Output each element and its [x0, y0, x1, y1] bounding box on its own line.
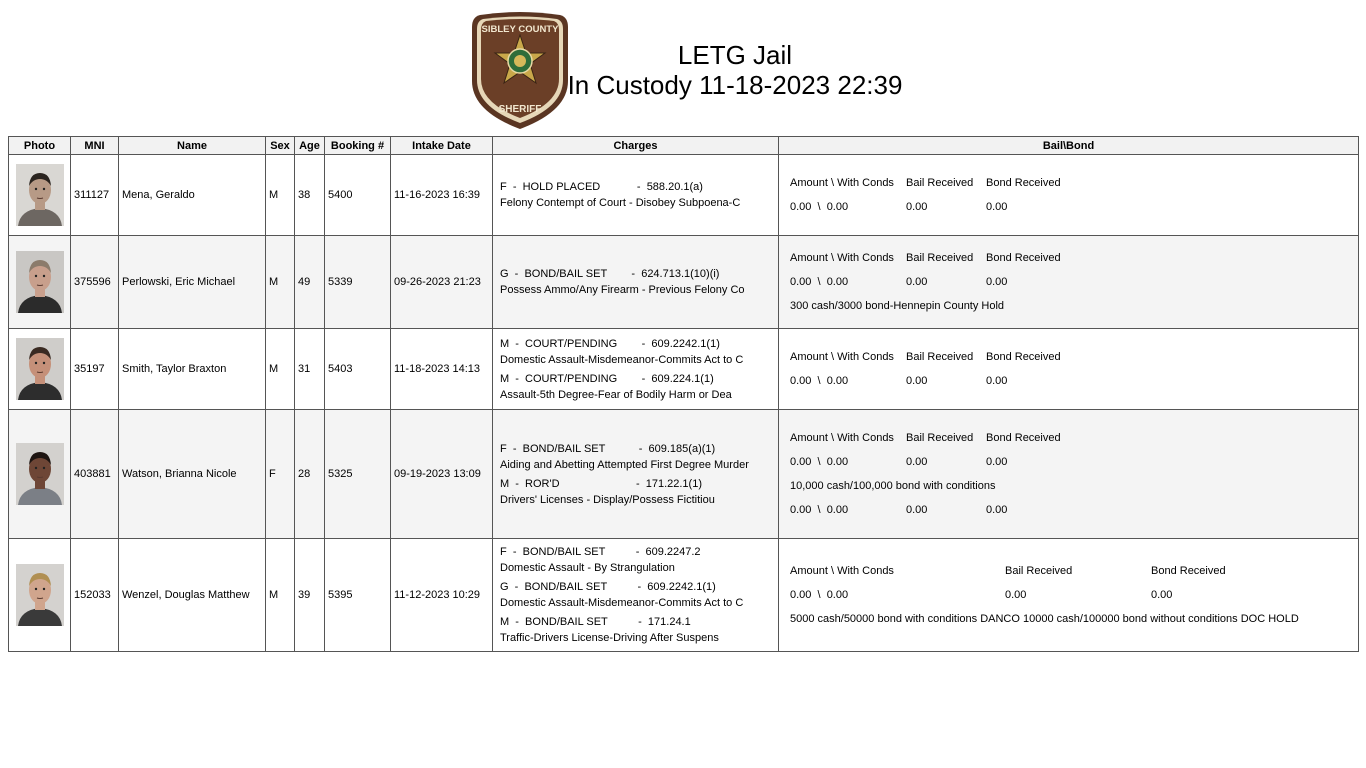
intake-date-cell: 11-16-2023 16:39 [391, 155, 493, 236]
bail-value: Bond Received [986, 432, 1061, 444]
charge-statute-line: F - BOND/BAIL SET - 609.185(a)(1) [500, 442, 716, 455]
charge-entry [500, 579, 771, 611]
bail-header-row [790, 559, 1355, 583]
charge-entry [500, 476, 771, 508]
bail-header-row [790, 426, 1355, 450]
sex-cell: M [266, 539, 295, 652]
mugshot-cell [9, 236, 71, 329]
bail-value: Amount \ With Conds [790, 432, 894, 444]
name-cell: Mena, Geraldo [119, 155, 266, 236]
report-title-block [560, 40, 910, 100]
bail-value: 0.00 \ 0.00 [790, 504, 849, 516]
bail-bond-cell [779, 410, 1359, 539]
intake-date-cell: 09-19-2023 13:09 [391, 410, 493, 539]
booking-number-cell: 5400 [325, 155, 391, 236]
table-row [9, 410, 1359, 539]
bail-value: 0.00 \ 0.00 [790, 276, 849, 288]
bail-value: Bail Received [906, 252, 974, 264]
charge-description: Assault-5th Degree-Fear of Bodily Harm or Dea [500, 388, 732, 401]
age-cell: 31 [295, 329, 325, 410]
col-header-booking: Booking # [325, 137, 391, 155]
age-cell: 28 [295, 410, 325, 539]
col-header-intake-date: Intake Date [391, 137, 493, 155]
age-cell: 49 [295, 236, 325, 329]
mni-cell: 311127 [71, 155, 119, 236]
bail-value: 0.00 [986, 201, 1008, 213]
bail-value: 0.00 [906, 456, 928, 468]
bail-conditions-note: 300 cash/3000 bond-Hennepin County Hold [790, 300, 1005, 312]
charge-statute-line: M - COURT/PENDING - 609.2242.1(1) [500, 337, 720, 350]
intake-date-cell: 09-26-2023 21:23 [391, 236, 493, 329]
charge-entry [500, 614, 771, 646]
booking-number-cell: 5339 [325, 236, 391, 329]
bail-value: Bond Received [1151, 565, 1226, 577]
col-header-mni: MNI [71, 137, 119, 155]
bail-value: 0.00 [906, 201, 928, 213]
bail-value: 0.00 [986, 276, 1008, 288]
charge-entry [500, 544, 771, 576]
table-row [9, 329, 1359, 410]
charge-entry [500, 371, 771, 403]
charge-statute-line: F - HOLD PLACED - 588.20.1(a) [500, 181, 703, 193]
table-row [9, 539, 1359, 652]
mugshot-cell [9, 329, 71, 410]
col-header-name: Name [119, 137, 266, 155]
charges-cell [493, 539, 779, 652]
charge-statute-line: M - COURT/PENDING - 609.224.1(1) [500, 372, 714, 385]
charges-cell [493, 236, 779, 329]
bail-amount-row [790, 498, 1355, 522]
bail-value: Bail Received [1005, 565, 1073, 577]
bail-conditions-note: 5000 cash/50000 bond with conditions DANCO 10000 cash/100000 bond without conditions DOC HOLD [790, 613, 1299, 625]
booking-number-cell: 5325 [325, 410, 391, 539]
agency-title: LETG Jail [677, 40, 793, 70]
intake-date-cell: 11-18-2023 14:13 [391, 329, 493, 410]
bail-value: 0.00 [986, 375, 1008, 387]
charge-entry [500, 336, 771, 368]
bail-bond-cell [779, 236, 1359, 329]
bail-value: 0.00 [906, 276, 928, 288]
bail-value: Bail Received [906, 177, 974, 189]
bail-value: 0.00 \ 0.00 [790, 456, 849, 468]
col-header-charges: Charges [493, 137, 779, 155]
charge-description: Domestic Assault-Misdemeanor-Commits Act to C [500, 597, 744, 609]
bail-header-row [790, 171, 1355, 195]
bail-value: Amount \ With Conds [790, 252, 894, 264]
bail-value: 0.00 [986, 456, 1008, 468]
charge-description: Felony Contempt of Court - Disobey Subpoena-C [500, 197, 741, 209]
inmate-roster-table [8, 136, 1359, 652]
charge-statute-line: M - ROR'D - 171.22.1(1) [500, 477, 702, 490]
col-header-sex: Sex [266, 137, 295, 155]
charges-cell [493, 155, 779, 236]
bail-value: 0.00 [906, 504, 928, 516]
mni-cell: 375596 [71, 236, 119, 329]
bail-value: Bail Received [906, 432, 974, 444]
table-header-row [9, 137, 1359, 155]
badge-bottom-text: SHERIFF [498, 104, 542, 115]
mni-cell: 403881 [71, 410, 119, 539]
charge-entry [500, 441, 771, 473]
charge-statute-line: F - BOND/BAIL SET - 609.2247.2 [500, 546, 701, 558]
sex-cell: M [266, 236, 295, 329]
bail-value: Amount \ With Conds [790, 177, 894, 189]
charge-entry [500, 266, 771, 298]
charge-statute-line: G - BOND/BAIL SET - 609.2242.1(1) [500, 581, 716, 593]
intake-date-cell: 11-12-2023 10:29 [391, 539, 493, 652]
bail-value: Bond Received [986, 252, 1061, 264]
bail-value: 0.00 \ 0.00 [790, 589, 849, 601]
table-row [9, 155, 1359, 236]
name-cell: Wenzel, Douglas Matthew [119, 539, 266, 652]
bail-bond-cell [779, 329, 1359, 410]
bail-value: Amount \ With Conds [790, 351, 894, 363]
charge-statute-line: G - BOND/BAIL SET - 624.713.1(10)(i) [500, 268, 720, 280]
mugshot-photo[interactable] [16, 251, 64, 313]
bail-value: Bail Received [906, 351, 974, 363]
bail-value: 0.00 \ 0.00 [790, 201, 849, 213]
charge-description: Aiding and Abetting Attempted First Degree Murder [500, 458, 749, 471]
bail-value: 0.00 [1151, 589, 1173, 601]
name-cell: Perlowski, Eric Michael [119, 236, 266, 329]
badge-top-text: SIBLEY COUNTY [481, 24, 559, 35]
booking-number-cell: 5403 [325, 329, 391, 410]
name-cell: Watson, Brianna Nicole [119, 410, 266, 539]
bail-bond-cell [779, 539, 1359, 652]
age-cell: 39 [295, 539, 325, 652]
custody-timestamp: In Custody 11-18-2023 22:39 [567, 70, 903, 100]
bail-amount-row [790, 270, 1355, 294]
charge-description: Traffic-Drivers License-Driving After Suspens [500, 632, 719, 644]
name-cell: Smith, Taylor Braxton [119, 329, 266, 410]
bail-value: 0.00 [906, 375, 928, 387]
report-header [0, 0, 1366, 134]
sex-cell: M [266, 155, 295, 236]
col-header-photo: Photo [9, 137, 71, 155]
bail-amount-row [790, 369, 1355, 393]
sheriff-badge-logo [470, 11, 570, 131]
sex-cell: F [266, 410, 295, 539]
mni-cell: 152033 [71, 539, 119, 652]
mni-cell: 35197 [71, 329, 119, 410]
bail-value: Amount \ With Conds [790, 565, 894, 577]
bail-conditions-note: 10,000 cash/100,000 bond with conditions [790, 480, 996, 492]
charge-entry [500, 179, 771, 211]
mugshot-photo[interactable] [16, 164, 64, 226]
col-header-bail-bond: Bail\Bond [779, 137, 1359, 155]
mugshot-cell [9, 155, 71, 236]
bail-value: Bond Received [986, 351, 1061, 363]
bail-value: 0.00 [986, 504, 1008, 516]
charge-description: Possess Ammo/Any Firearm - Previous Felony Co [500, 284, 745, 296]
bail-amount-row [790, 583, 1355, 607]
mugshot-cell [9, 410, 71, 539]
charges-cell [493, 329, 779, 410]
mugshot-photo[interactable] [16, 338, 64, 400]
bail-value: 0.00 \ 0.00 [790, 375, 849, 387]
charge-statute-line: M - BOND/BAIL SET - 171.24.1 [500, 616, 691, 628]
booking-number-cell: 5395 [325, 539, 391, 652]
bail-amount-row [790, 450, 1355, 474]
age-cell: 38 [295, 155, 325, 236]
bail-amount-row [790, 195, 1355, 219]
bail-value: Bond Received [986, 177, 1061, 189]
charges-cell [493, 410, 779, 539]
bail-value: 0.00 [1005, 589, 1027, 601]
mugshot-cell [9, 539, 71, 652]
mugshot-photo[interactable] [16, 443, 64, 505]
charge-description: Domestic Assault - By Strangulation [500, 562, 675, 574]
mugshot-photo[interactable] [16, 564, 64, 626]
charge-description: Domestic Assault-Misdemeanor-Commits Act to C [500, 353, 744, 366]
col-header-age: Age [295, 137, 325, 155]
sex-cell: M [266, 329, 295, 410]
charge-description: Drivers' Licenses - Display/Possess Fictitiou [500, 493, 715, 506]
bail-header-row [790, 246, 1355, 270]
table-row [9, 236, 1359, 329]
bail-header-row [790, 345, 1355, 369]
bail-bond-cell [779, 155, 1359, 236]
